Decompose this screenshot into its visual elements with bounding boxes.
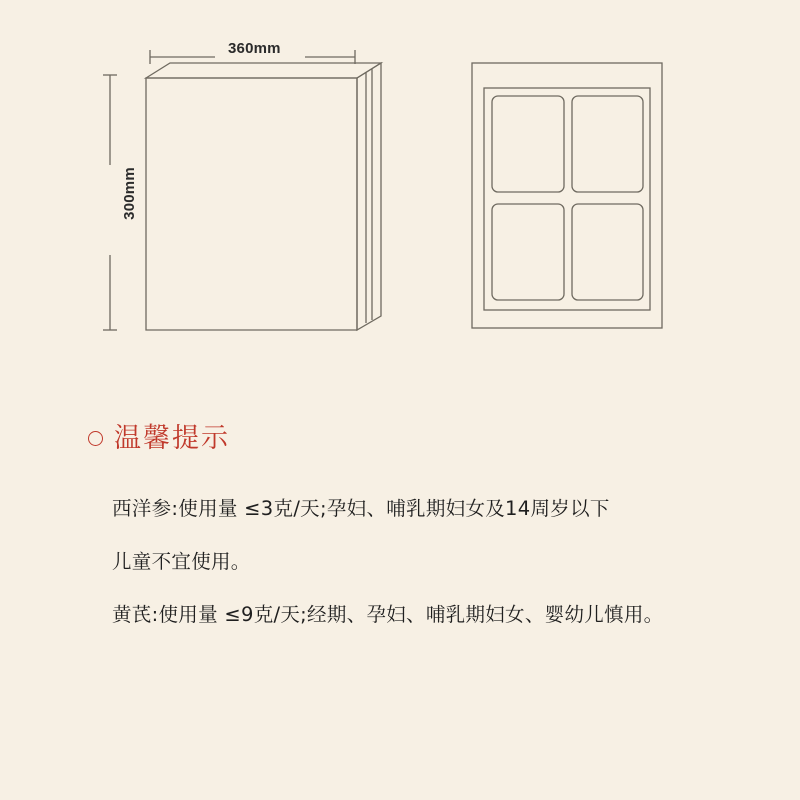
tray-cell-top-left: [492, 96, 564, 192]
tray-cell-top-right: [572, 96, 643, 192]
warm-tips-section: [0, 410, 800, 644]
dimension-height-label: 300mm: [120, 167, 138, 220]
warm-tips-title: 温馨提示: [114, 423, 230, 454]
tray-cell-bottom-left: [492, 204, 564, 300]
warm-tips-heading: [88, 425, 800, 452]
tray-inner-rim: [484, 88, 650, 310]
tips-line: 西洋参:使用量 ≤3克/天;孕妇、哺乳期妇女及14周岁以下: [112, 497, 610, 520]
tips-line: 儿童不宜使用。: [112, 549, 251, 573]
box-top-face: [146, 63, 381, 78]
tray-cell-bottom-right: [572, 204, 643, 300]
circle-outline-icon: [88, 431, 103, 446]
warm-tips-body: [112, 486, 712, 637]
tips-line: 黄芪:使用量 ≤9克/天;经期、孕妇、哺乳期妇女、婴幼儿慎用。: [112, 602, 664, 626]
tray-outer: [472, 63, 662, 328]
dimension-width-label: 360mm: [228, 40, 281, 57]
box-side-face: [357, 63, 381, 330]
box-front-face: [146, 78, 357, 330]
